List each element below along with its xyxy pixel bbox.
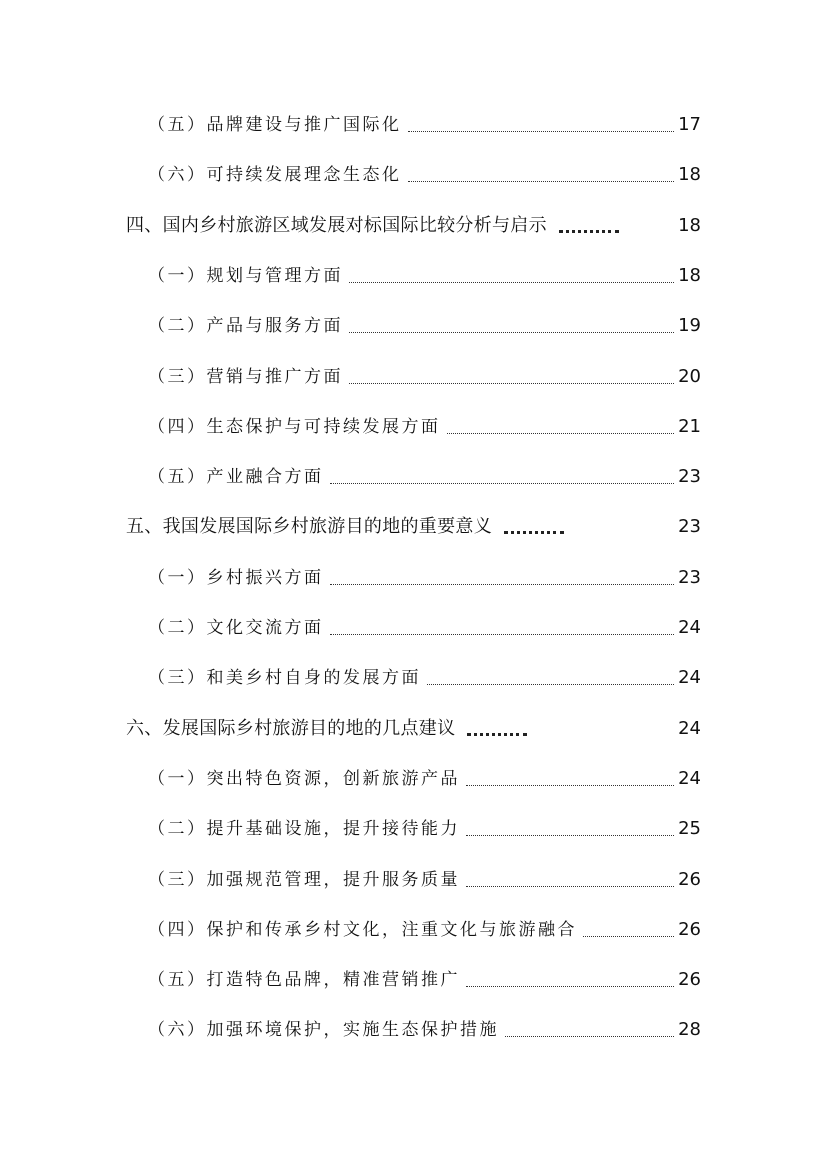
toc-section-row[interactable] xyxy=(148,358,701,388)
dot-leader xyxy=(466,835,674,836)
toc-entry-title: （五）产业融合方面 xyxy=(148,467,324,487)
dot-leader xyxy=(349,383,674,384)
dot-leader xyxy=(349,282,674,283)
toc-page-number: 20 xyxy=(678,366,701,387)
toc-section-row[interactable] xyxy=(148,961,701,991)
toc-page-number: 24 xyxy=(678,718,701,739)
toc-entry-title: （二）提升基础设施，提升接待能力 xyxy=(148,819,460,839)
toc-page-number: 23 xyxy=(678,516,701,537)
toc-entry-title: （一）规划与管理方面 xyxy=(148,266,343,286)
toc-entry-title: （三）营销与推广方面 xyxy=(148,367,343,387)
toc-entry-title: （一）乡村振兴方面 xyxy=(148,568,324,588)
dot-leader xyxy=(349,332,674,333)
toc-page-number: 19 xyxy=(678,315,701,336)
toc-section-row[interactable] xyxy=(148,156,701,186)
toc-page-number: 25 xyxy=(678,818,701,839)
toc-entry-title: （五）打造特色品牌，精准营销推广 xyxy=(148,970,460,990)
toc-entry-title: （五）品牌建设与推广国际化 xyxy=(148,115,402,135)
toc-section-row[interactable] xyxy=(148,559,701,589)
dot-leader xyxy=(408,131,675,132)
toc-entry-title: 五、我国发展国际乡村旅游目的地的重要意义 xyxy=(126,516,492,537)
dot-leader xyxy=(466,986,674,987)
toc-page-number: 17 xyxy=(678,114,701,135)
toc-entry-title: （二）产品与服务方面 xyxy=(148,316,343,336)
toc-page-number: 26 xyxy=(678,869,701,890)
toc-entry-title: （四）生态保护与可持续发展方面 xyxy=(148,417,441,437)
toc-section-row[interactable] xyxy=(148,106,701,136)
dot-leader xyxy=(408,181,675,182)
toc-page-number: 26 xyxy=(678,919,701,940)
toc-page-number: 23 xyxy=(678,567,701,588)
dot-leader xyxy=(559,230,619,233)
toc-entry-title: （四）保护和传承乡村文化，注重文化与旅游融合 xyxy=(148,920,577,940)
toc-page-number: 24 xyxy=(678,617,701,638)
toc-entry-title: （六）加强环境保护，实施生态保护措施 xyxy=(148,1020,499,1040)
dot-leader xyxy=(330,584,675,585)
dot-leader xyxy=(447,433,675,434)
toc-entry-title: （一）突出特色资源，创新旅游产品 xyxy=(148,769,460,789)
dot-leader xyxy=(330,634,675,635)
toc-page-number: 18 xyxy=(678,265,701,286)
toc-section-row[interactable] xyxy=(148,408,701,438)
toc-section-row[interactable] xyxy=(148,609,701,639)
toc-section-row[interactable] xyxy=(148,659,701,689)
dot-leader xyxy=(466,785,674,786)
dot-leader xyxy=(466,886,674,887)
toc-section-row[interactable] xyxy=(148,257,701,287)
toc-section-row[interactable] xyxy=(148,458,701,488)
toc-page-number: 26 xyxy=(678,969,701,990)
toc-page-number: 24 xyxy=(678,667,701,688)
dot-leader xyxy=(505,1036,674,1037)
dot-leader xyxy=(504,531,564,534)
toc-page-number: 21 xyxy=(678,416,701,437)
dot-leader xyxy=(330,483,675,484)
toc-chapter-row[interactable] xyxy=(126,207,701,237)
dot-leader xyxy=(583,936,674,937)
toc-chapter-row[interactable] xyxy=(126,710,701,740)
toc-page-number: 24 xyxy=(678,768,701,789)
toc-page-number: 18 xyxy=(678,164,701,185)
toc-chapter-row[interactable] xyxy=(126,508,701,538)
toc-entry-title: （二）文化交流方面 xyxy=(148,618,324,638)
toc-page-number: 18 xyxy=(678,215,701,236)
toc-page-number: 28 xyxy=(678,1019,701,1040)
toc-entry-title: （三）和美乡村自身的发展方面 xyxy=(148,668,421,688)
toc-section-row[interactable] xyxy=(148,810,701,840)
toc-section-row[interactable] xyxy=(148,760,701,790)
toc-page-number: 23 xyxy=(678,466,701,487)
toc-section-row[interactable] xyxy=(148,861,701,891)
dot-leader xyxy=(427,684,674,685)
toc-section-row[interactable] xyxy=(148,307,701,337)
toc-section-row[interactable] xyxy=(148,1011,701,1041)
toc-entry-title: 四、国内乡村旅游区域发展对标国际比较分析与启示 xyxy=(126,215,547,236)
toc-entry-title: （六）可持续发展理念生态化 xyxy=(148,165,402,185)
toc-entry-title: （三）加强规范管理，提升服务质量 xyxy=(148,870,460,890)
toc-section-row[interactable] xyxy=(148,911,701,941)
dot-leader xyxy=(467,733,527,736)
toc-entry-title: 六、发展国际乡村旅游目的地的几点建议 xyxy=(126,718,456,739)
